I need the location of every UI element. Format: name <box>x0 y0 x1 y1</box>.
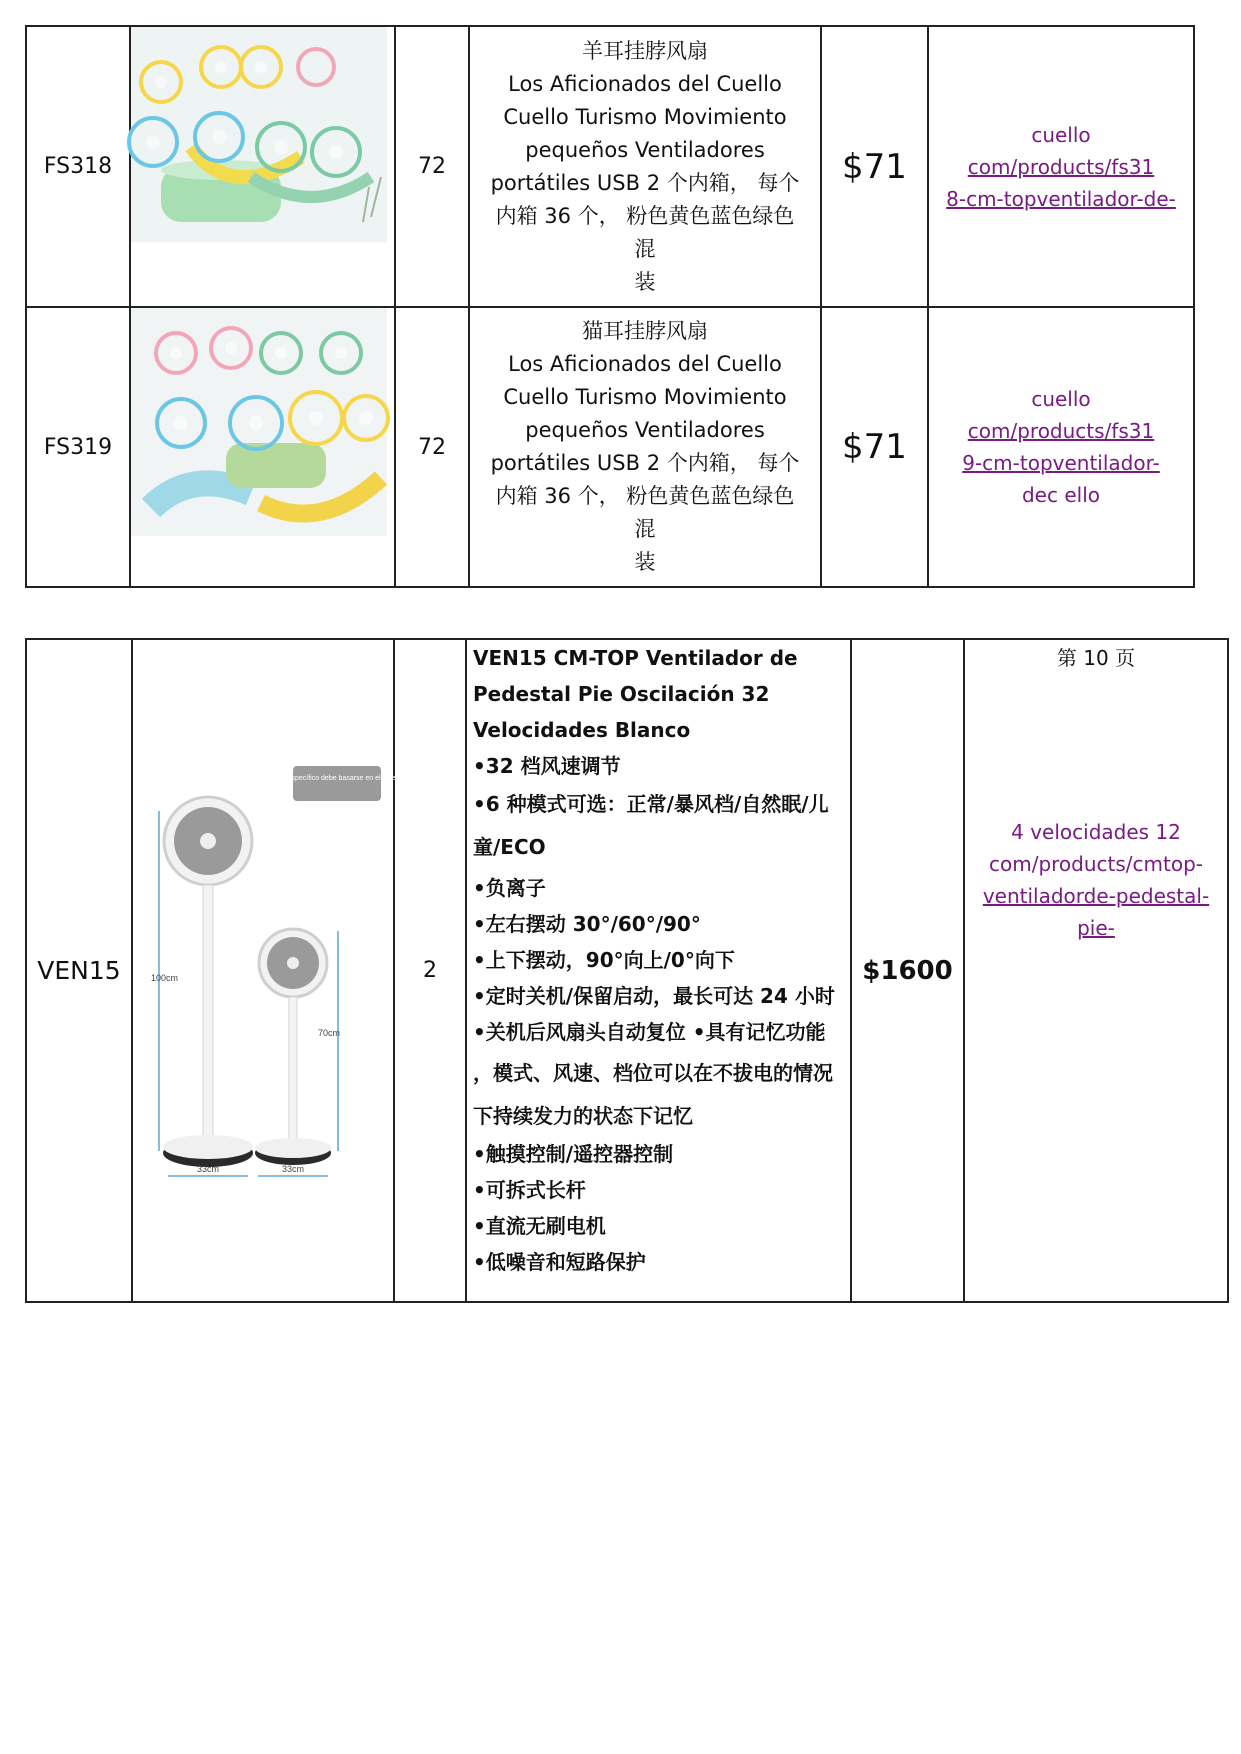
link-prefix: cuello <box>1031 387 1091 411</box>
product-price: $1600 <box>851 639 964 1302</box>
product-table-fans <box>25 25 1195 588</box>
product-quantity: 72 <box>395 307 469 587</box>
description-line: Los Aficionados del Cuello <box>508 352 782 376</box>
product-title-cn: 羊耳挂脖风扇 <box>582 38 708 63</box>
pedestal-fan-image <box>133 751 420 1191</box>
product-price: $71 <box>821 307 928 587</box>
description-line: •上下摆动，90°向上/0°向下 <box>473 948 735 972</box>
description-line: •32 档风速调节 <box>473 754 621 778</box>
product-image-cell <box>130 307 395 587</box>
neck-fan-sheep-ear-image <box>131 27 387 242</box>
description-line: •可拆式长杆 <box>473 1178 586 1202</box>
short-height-label: 70cm <box>318 1027 341 1038</box>
link-prefix: cuello <box>1031 122 1091 147</box>
description-line: •左右摆动 30°/60°/90° <box>473 912 701 936</box>
size-note: El tamaño específico debe basarse en el objeto físico <box>254 774 420 782</box>
table-row <box>26 639 1228 1302</box>
description-line: 内箱 36 个， 粉色黄色蓝色绿色 <box>495 203 795 228</box>
description-line: 混 <box>634 517 656 541</box>
table-row <box>26 26 1194 307</box>
description-line: •直流无刷电机 <box>473 1214 606 1238</box>
description-line: ，模式、风速、档位可以在不拔电的情况 <box>473 1061 833 1085</box>
description-line: Los Aficionados del Cuello <box>508 71 782 96</box>
description-line: Pedestal Pie Oscilación 32 <box>473 682 770 706</box>
product-image-cell <box>132 639 420 1302</box>
product-link-cell <box>928 26 1194 307</box>
width-label-left: 33cm <box>196 1163 220 1174</box>
description-line: •负离子 <box>473 876 546 900</box>
product-image-cell <box>130 26 395 307</box>
description-line: •6 种模式可选：正常/暴风档/自然眠/儿 <box>473 792 829 816</box>
product-link[interactable]: com/products/cmtop- <box>988 852 1203 876</box>
page-number: 第 10 页 <box>1056 646 1136 670</box>
description-line: 混 <box>634 236 656 261</box>
product-description <box>469 307 821 587</box>
description-line: portátiles USB 2 个内箱， 每个 <box>490 170 800 195</box>
description-line: portátiles USB 2 个内箱， 每个 <box>490 451 800 475</box>
tall-height-label: 100cm <box>151 972 179 983</box>
link-prefix: 4 velocidades 12 <box>1011 820 1181 844</box>
description-line: •触摸控制/遥控器控制 <box>473 1142 674 1166</box>
description-line: VEN15 CM-TOP Ventilador de <box>473 646 798 670</box>
product-description <box>466 639 851 1302</box>
table-row <box>26 307 1194 587</box>
description-line: Velocidades Blanco <box>473 718 691 742</box>
product-link[interactable]: com/products/fs31 <box>967 419 1155 443</box>
product-link[interactable]: com/products/fs31 <box>967 154 1155 179</box>
product-title-cn: 猫耳挂脖风扇 <box>582 319 708 343</box>
product-description <box>469 26 821 307</box>
product-code: VEN15 <box>26 639 132 1302</box>
description-line: •关机后风扇头自动复位 •具有记忆功能 <box>473 1020 826 1044</box>
product-link[interactable]: dec ello <box>1021 483 1100 507</box>
product-price: $71 <box>821 26 928 307</box>
description-line: 下持续发力的状态下记忆 <box>473 1104 693 1128</box>
description-line: Cuello Turismo Movimiento <box>503 104 787 129</box>
product-link[interactable]: ventiladorde-pedestal-pie- <box>982 884 1210 940</box>
description-line: 装 <box>634 550 656 574</box>
product-link[interactable]: 9-cm-topventilador- <box>962 451 1160 475</box>
description-line: 童/ECO <box>473 835 546 859</box>
product-table-pedestal-fan <box>25 638 1229 1303</box>
product-link[interactable]: 8-cm-topventilador-de- <box>946 186 1176 211</box>
product-quantity: 72 <box>395 26 469 307</box>
description-line: pequeños Ventiladores <box>525 418 765 442</box>
description-line: 内箱 36 个， 粉色黄色蓝色绿色 <box>495 484 795 508</box>
product-link-cell <box>964 639 1228 1302</box>
neck-fan-cat-ear-image <box>131 308 387 536</box>
description-line: Cuello Turismo Movimiento <box>503 385 787 409</box>
product-code: FS319 <box>26 307 130 587</box>
width-label-right: 33cm <box>281 1163 305 1174</box>
description-line: pequeños Ventiladores <box>525 137 765 162</box>
product-code: FS318 <box>26 26 130 307</box>
description-line: •定时关机/保留启动，最长可达 24 小时 <box>473 984 835 1008</box>
description-line: 装 <box>634 269 656 294</box>
product-quantity: 2 <box>394 639 466 1302</box>
product-link-cell <box>928 307 1194 587</box>
description-line: •低噪音和短路保护 <box>473 1250 646 1274</box>
